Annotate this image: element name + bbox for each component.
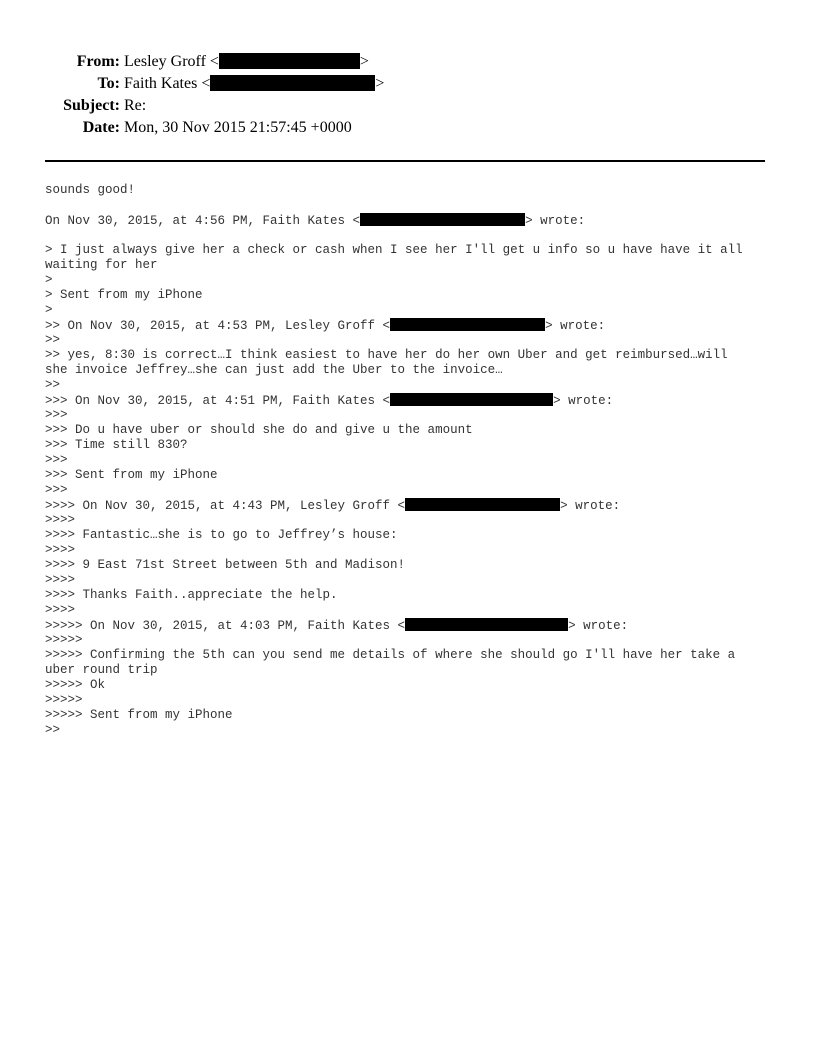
quote-header-line: >> On Nov 30, 2015, at 4:53 PM, Lesley Groff < > wrote: bbox=[45, 319, 606, 333]
quote-header-line: >>>>> On Nov 30, 2015, at 4:03 PM, Faith Kates < > wrote: bbox=[45, 619, 629, 633]
body-line: sounds good! bbox=[45, 183, 136, 197]
body-line: >>>>> bbox=[45, 633, 83, 647]
body-line: waiting for her bbox=[45, 258, 158, 272]
to-value: Faith Kates < > bbox=[124, 75, 385, 92]
redacted-email bbox=[405, 618, 568, 631]
date-value: Mon, 30 Nov 2015 21:57:45 +0000 bbox=[124, 119, 352, 136]
redacted-email bbox=[360, 213, 525, 226]
body-line: >>> Sent from my iPhone bbox=[45, 468, 218, 482]
body-line: >>>> bbox=[45, 573, 76, 587]
redacted-email-from bbox=[219, 53, 360, 69]
header-divider bbox=[45, 160, 765, 162]
date-label: Date: bbox=[82, 119, 120, 136]
redacted-email-to bbox=[210, 75, 375, 91]
email-body bbox=[45, 183, 775, 738]
body-line: >>> bbox=[45, 408, 68, 422]
body-line: >>> Do u have uber or should she do and give u the amount bbox=[45, 423, 473, 437]
body-line: > I just always give her a check or cash when I see her I'll get u info so u have have it all bbox=[45, 243, 743, 257]
body-line: >> bbox=[45, 333, 61, 347]
body-line: >>>> 9 East 71st Street between 5th and Madison! bbox=[45, 558, 406, 572]
body-line: >>>>> bbox=[45, 693, 83, 707]
redacted-email bbox=[405, 498, 560, 511]
body-line: >>>> bbox=[45, 543, 76, 557]
body-line: > Sent from my iPhone bbox=[45, 288, 203, 302]
body-line: >>>>> Confirming the 5th can you send me details of where she should go I'll have her take a bbox=[45, 648, 736, 662]
quote-header-line: >>>> On Nov 30, 2015, at 4:43 PM, Lesley Groff < > wrote: bbox=[45, 499, 621, 513]
body-line: > bbox=[45, 273, 53, 287]
body-line: >>>> Thanks Faith..appreciate the help. bbox=[45, 588, 338, 602]
body-line: she invoice Jeffrey…she can just add the Uber to the invoice… bbox=[45, 363, 503, 377]
body-line: >>>> bbox=[45, 513, 76, 527]
body-line: >> bbox=[45, 378, 61, 392]
from-label: From: bbox=[76, 53, 120, 70]
redacted-email bbox=[390, 318, 545, 331]
subject-label: Subject: bbox=[63, 97, 120, 114]
body-line: >>> bbox=[45, 483, 68, 497]
body-line: >>>>> Ok bbox=[45, 678, 106, 692]
body-line: >>> bbox=[45, 453, 68, 467]
quote-header-line: >>> On Nov 30, 2015, at 4:51 PM, Faith Kates < > wrote: bbox=[45, 394, 614, 408]
body-line: > bbox=[45, 303, 53, 317]
from-value: Lesley Groff < > bbox=[124, 53, 369, 70]
subject-value: Re: bbox=[124, 97, 147, 114]
to-label: To: bbox=[97, 75, 120, 92]
blank-line bbox=[45, 198, 775, 213]
body-line: >>>> Fantastic…she is to go to Jeffrey’s house: bbox=[45, 528, 398, 542]
body-line: uber round trip bbox=[45, 663, 158, 677]
quote-header-line: On Nov 30, 2015, at 4:56 PM, Faith Kates < > wrote: bbox=[45, 214, 586, 228]
redacted-email bbox=[390, 393, 553, 406]
body-line: >>>> bbox=[45, 603, 76, 617]
body-line: >> yes, 8:30 is correct…I think easiest to have her do her own Uber and get reimbursed…will bbox=[45, 348, 728, 362]
body-line: >>>>> Sent from my iPhone bbox=[45, 708, 233, 722]
blank-line bbox=[45, 228, 775, 243]
body-line: >>> Time still 830? bbox=[45, 438, 188, 452]
body-line: >> bbox=[45, 723, 61, 737]
